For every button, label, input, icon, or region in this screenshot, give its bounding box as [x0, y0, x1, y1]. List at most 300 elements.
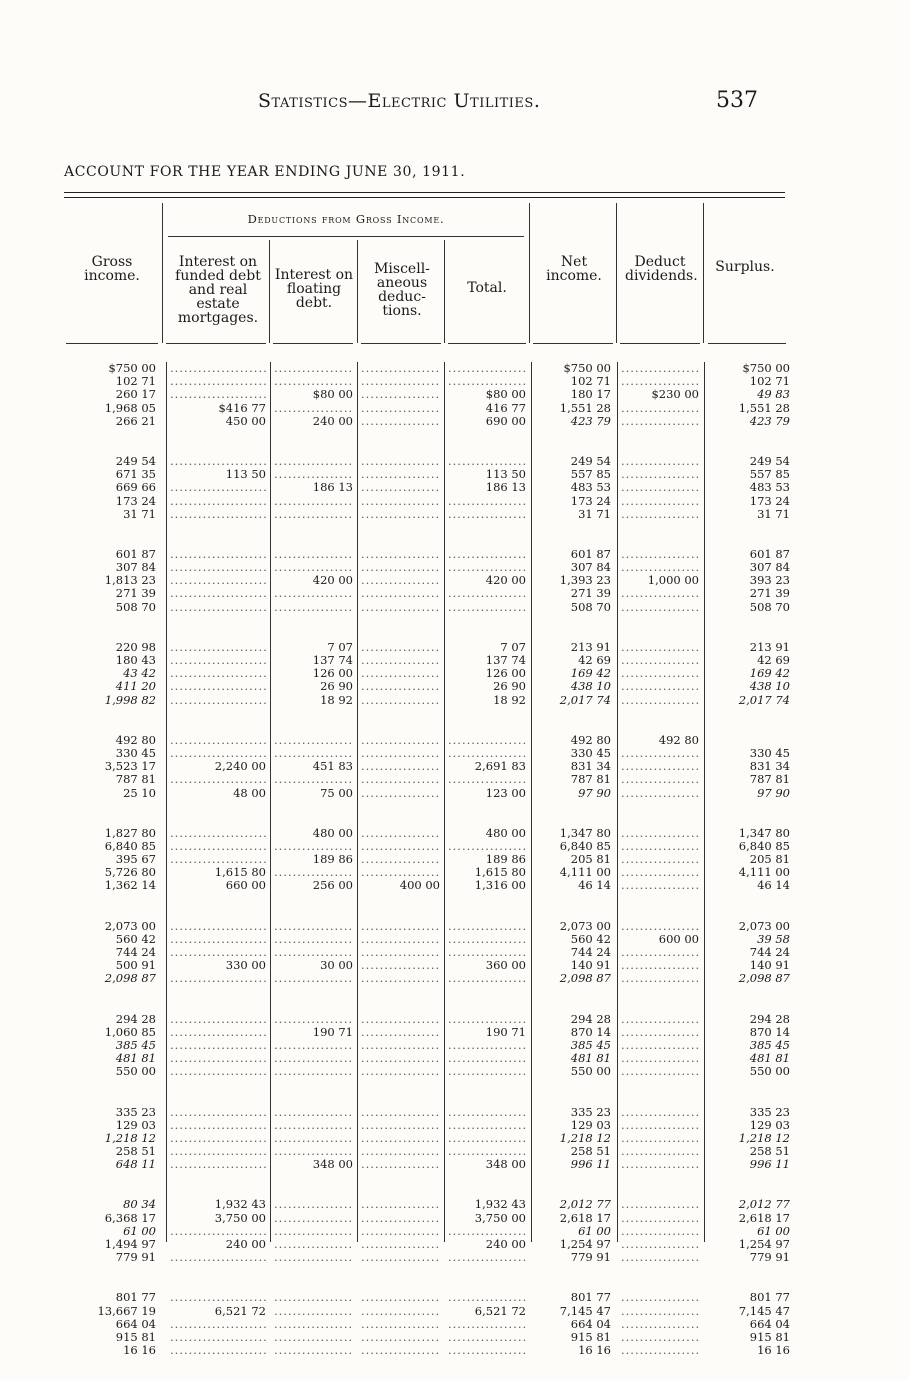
- surplus-cell: 6,840 85: [738, 838, 790, 853]
- header-interest-funded-debt: Interest on funded debt and real estate mortgages.: [175, 254, 261, 326]
- group-gap: [535, 1171, 611, 1198]
- table-caption: ACCOUNT FOR THE YEAR ENDING JUNE 30, 1911.: [64, 164, 466, 180]
- leader-dots: [361, 760, 440, 773]
- leader-dots: [170, 1158, 266, 1171]
- leader-dots: [621, 362, 699, 375]
- leader-dots: [361, 654, 440, 667]
- deductions-group-header: [165, 212, 527, 226]
- leader-dots: [621, 946, 699, 959]
- surplus-cell: 294 28: [749, 1011, 790, 1026]
- leader-dots: [361, 587, 440, 600]
- total-cell: 137 74: [485, 653, 526, 667]
- leader-dots: [621, 641, 699, 654]
- leader-dots: [274, 1318, 353, 1331]
- group-gap: [621, 1079, 699, 1106]
- leader-dots: [170, 1251, 266, 1264]
- gross-cell: 1,362 14: [104, 878, 156, 893]
- leader-dots: [274, 1225, 353, 1238]
- group-gap: [708, 1264, 790, 1291]
- gross-cell: 249 54: [115, 453, 156, 468]
- group-gap: [274, 986, 353, 1013]
- surplus-cell: 97 90: [757, 785, 790, 800]
- leader-dots: [170, 840, 266, 853]
- column-divider: [703, 203, 704, 343]
- surplus-cell: 140 91: [749, 958, 790, 973]
- floating-cell: 190 71: [312, 1024, 353, 1039]
- group-gap: [274, 1171, 353, 1198]
- gross-cell: 560 42: [115, 931, 156, 946]
- leader-dots: [448, 1052, 526, 1065]
- gross-cell: 6,840 85: [104, 838, 156, 853]
- gross-cell: 669 66: [115, 480, 156, 495]
- leader-dots: [361, 481, 440, 494]
- gross-cell: 492 80: [115, 732, 156, 747]
- surplus-cell: $750 00: [742, 361, 790, 375]
- total-cell: 416 77: [485, 400, 526, 415]
- leader-dots: [448, 1106, 526, 1119]
- leader-dots: [274, 1291, 353, 1304]
- column-divider: [531, 362, 532, 1242]
- group-gap: [448, 1171, 526, 1198]
- group-gap: [535, 521, 611, 548]
- leader-dots: [361, 495, 440, 508]
- leader-dots: [361, 375, 440, 388]
- surplus-cell: 16 16: [757, 1343, 790, 1358]
- surplus-cell: 1,218 12: [738, 1130, 790, 1145]
- leader-dots: [170, 574, 266, 587]
- total-cell: 189 86: [485, 852, 526, 867]
- net-cell: 492 80: [570, 732, 611, 747]
- net-cell: 7,145 47: [559, 1303, 611, 1318]
- total-cell: 1,316 00: [474, 878, 526, 893]
- net-cell: 423 79: [570, 413, 611, 428]
- leader-dots: [361, 388, 440, 401]
- leader-dots: [170, 508, 266, 521]
- leader-dots: [361, 1158, 440, 1171]
- total-cell: 18 92: [493, 692, 526, 707]
- leader-dots: [361, 1119, 440, 1132]
- leader-dots: [621, 548, 699, 561]
- leader-dots: [448, 773, 526, 786]
- leader-dots: [361, 1331, 440, 1344]
- surplus-cell: 483 53: [749, 480, 790, 495]
- funded-cell: 6,521 72: [214, 1303, 266, 1318]
- net-cell: 601 87: [570, 546, 611, 561]
- group-gap: [170, 800, 266, 827]
- leader-dots: [448, 495, 526, 508]
- total-cell: 186 13: [485, 480, 526, 495]
- group-gap: [170, 614, 266, 641]
- floating-cell: 75 00: [320, 785, 353, 800]
- group-gap: [621, 893, 699, 920]
- leader-dots: [621, 1026, 699, 1039]
- surplus-cell: 169 42: [749, 666, 790, 681]
- floating-cell: 348 00: [312, 1157, 353, 1172]
- group-gap: [66, 893, 156, 920]
- leader-dots: [274, 920, 353, 933]
- header-bottom-rule: [273, 343, 353, 344]
- top-rule: [64, 192, 785, 193]
- gross-cell: 173 24: [115, 493, 156, 508]
- leader-dots: [170, 362, 266, 375]
- gross-cell: 801 77: [115, 1290, 156, 1305]
- leader-dots: [170, 1013, 266, 1026]
- group-gap: [274, 428, 353, 455]
- gross-cell: 1,998 82: [104, 692, 156, 707]
- net-income-column: [535, 362, 611, 1357]
- group-gap: [170, 986, 266, 1013]
- leader-dots: [621, 1331, 699, 1344]
- group-gap: [274, 1079, 353, 1106]
- column-divider: [357, 240, 358, 343]
- total-cell: 240 00: [485, 1237, 526, 1251]
- group-gap: [361, 800, 440, 827]
- gross-cell: 16 16: [123, 1343, 156, 1358]
- net-cell: 560 42: [570, 931, 611, 946]
- gross-cell: 744 24: [115, 945, 156, 959]
- column-divider: [357, 362, 358, 1242]
- leader-dots: [448, 548, 526, 561]
- dividends-cell: 600 00: [658, 931, 699, 946]
- funded-cell: $416 77: [218, 400, 266, 415]
- gross-cell: 307 84: [115, 560, 156, 575]
- funded-cell: 2,240 00: [214, 759, 266, 774]
- group-gap: [448, 707, 526, 734]
- group-gap: [361, 1171, 440, 1198]
- leader-dots: [361, 920, 440, 933]
- net-cell: 508 70: [570, 599, 611, 614]
- net-cell: 801 77: [570, 1290, 611, 1305]
- net-cell: 97 90: [578, 785, 611, 800]
- header-total: Total.: [467, 280, 507, 296]
- net-cell: 550 00: [570, 1064, 611, 1079]
- header-interest-floating-debt: Interest on floating debt.: [274, 267, 354, 311]
- leader-dots: [170, 920, 266, 933]
- total-cell: $80 00: [485, 387, 526, 402]
- leader-dots: [621, 1013, 699, 1026]
- total-cell: 1,932 43: [474, 1197, 526, 1212]
- leader-dots: [621, 495, 699, 508]
- leader-dots: [170, 1291, 266, 1304]
- gross-cell: 779 91: [115, 1250, 156, 1265]
- group-gap: [535, 707, 611, 734]
- funded-cell: 450 00: [225, 413, 266, 428]
- floating-cell: 189 86: [312, 852, 353, 867]
- floating-cell: 480 00: [312, 825, 353, 840]
- leader-dots: [621, 587, 699, 600]
- header-bottom-rule: [620, 343, 700, 344]
- leader-dots: [274, 773, 353, 786]
- gross-cell: 787 81: [115, 772, 156, 787]
- surplus-cell: 4,111 00: [738, 865, 790, 880]
- column-divider: [444, 362, 445, 1242]
- leader-dots: [170, 641, 266, 654]
- leader-dots: [621, 827, 699, 840]
- group-gap: [708, 428, 790, 455]
- leader-dots: [621, 1291, 699, 1304]
- leader-dots: [274, 1052, 353, 1065]
- surplus-cell: 1,551 28: [738, 400, 790, 415]
- net-cell: 271 39: [570, 586, 611, 601]
- leader-dots: [361, 680, 440, 693]
- group-gap: [621, 1171, 699, 1198]
- group-gap: [170, 707, 266, 734]
- top-rule: [64, 197, 785, 198]
- leader-dots: [170, 667, 266, 680]
- deduct-dividends-column: [621, 362, 699, 1357]
- group-gap: [66, 1264, 156, 1291]
- leader-dots: [361, 840, 440, 853]
- leader-dots: [170, 654, 266, 667]
- gross-cell: 550 00: [115, 1064, 156, 1079]
- leader-dots: [170, 933, 266, 946]
- leader-dots: [361, 1065, 440, 1078]
- leader-dots: [361, 946, 440, 959]
- leader-dots: [621, 1344, 699, 1357]
- leader-dots: [274, 1132, 353, 1145]
- leader-dots: [621, 601, 699, 614]
- group-gap: [708, 707, 790, 734]
- group-gap: [66, 614, 156, 641]
- leader-dots: [274, 455, 353, 468]
- gross-cell: 3,523 17: [104, 759, 156, 774]
- leader-dots: [448, 933, 526, 946]
- surplus-cell: 307 84: [749, 560, 790, 575]
- net-cell: 787 81: [570, 772, 611, 787]
- leader-dots: [274, 508, 353, 521]
- total-cell: 6,521 72: [474, 1303, 526, 1318]
- gross-cell: 601 87: [115, 546, 156, 561]
- floating-cell: 126 00: [312, 666, 353, 681]
- group-gap: [535, 1264, 611, 1291]
- gross-cell: 102 71: [115, 374, 156, 389]
- leader-dots: [361, 1225, 440, 1238]
- leader-dots: [274, 1013, 353, 1026]
- net-cell: 1,347 80: [559, 825, 611, 840]
- surplus-cell: 46 14: [757, 878, 790, 893]
- net-cell: 258 51: [570, 1144, 611, 1159]
- group-gap: [621, 521, 699, 548]
- group-gap: [66, 1171, 156, 1198]
- column-divider: [704, 362, 705, 1242]
- total-cell: 3,750 00: [474, 1210, 526, 1225]
- leader-dots: [170, 495, 266, 508]
- leader-dots: [621, 1212, 699, 1225]
- leader-dots: [361, 1291, 440, 1304]
- gross-cell: $750 00: [108, 361, 156, 375]
- group-gap: [708, 614, 790, 641]
- group-gap: [535, 800, 611, 827]
- leader-dots: [448, 1318, 526, 1331]
- gross-cell: 2,098 87: [104, 971, 156, 986]
- leader-dots: [361, 787, 440, 800]
- running-title-text: Statistics—Electric Utilities.: [258, 90, 541, 112]
- group-gap: [170, 893, 266, 920]
- total-cell: 2,691 83: [474, 759, 526, 774]
- net-cell: 42 69: [578, 653, 611, 667]
- surplus-cell: 664 04: [749, 1316, 790, 1331]
- dividends-cell: $230 00: [651, 387, 699, 402]
- leader-dots: [621, 879, 699, 892]
- group-gap: [621, 986, 699, 1013]
- net-cell: 294 28: [570, 1011, 611, 1026]
- header-bottom-rule: [448, 343, 526, 344]
- gross-cell: 508 70: [115, 599, 156, 614]
- net-cell: 330 45: [570, 745, 611, 760]
- leader-dots: [361, 641, 440, 654]
- surplus-cell: 550 00: [749, 1064, 790, 1079]
- leader-dots: [274, 1039, 353, 1052]
- leader-dots: [448, 1291, 526, 1304]
- group-gap: [66, 1079, 156, 1106]
- leader-dots: [621, 481, 699, 494]
- leader-dots: [621, 680, 699, 693]
- leader-dots: [170, 1026, 266, 1039]
- leader-dots: [361, 853, 440, 866]
- floating-cell: 137 74: [312, 653, 353, 667]
- net-cell: 46 14: [578, 878, 611, 893]
- gross-cell: 61 00: [123, 1223, 156, 1238]
- leader-dots: [361, 415, 440, 428]
- surplus-cell: 779 91: [749, 1250, 790, 1265]
- column-divider: [162, 203, 163, 343]
- leader-dots: [621, 840, 699, 853]
- gross-cell: 671 35: [115, 467, 156, 482]
- leader-dots: [361, 1145, 440, 1158]
- group-gap: [274, 707, 353, 734]
- leader-dots: [170, 1318, 266, 1331]
- leader-dots: [170, 694, 266, 707]
- dividends-cell: 492 80: [658, 732, 699, 747]
- group-gap: [448, 1079, 526, 1106]
- leader-dots: [621, 787, 699, 800]
- gross-cell: 330 45: [115, 745, 156, 760]
- leader-dots: [621, 773, 699, 786]
- leader-dots: [361, 1039, 440, 1052]
- floating-cell: 256 00: [312, 878, 353, 893]
- leader-dots: [448, 1119, 526, 1132]
- leader-dots: [274, 734, 353, 747]
- gross-cell: 2,073 00: [104, 918, 156, 933]
- leader-dots: [170, 1145, 266, 1158]
- leader-dots: [274, 1344, 353, 1357]
- floating-cell: 26 90: [320, 679, 353, 694]
- leader-dots: [448, 601, 526, 614]
- surplus-cell: 744 24: [749, 945, 790, 959]
- group-gap: [170, 521, 266, 548]
- header-bottom-rule: [708, 343, 786, 344]
- total-cell: 26 90: [493, 679, 526, 694]
- interest-funded-debt-column: [170, 362, 266, 1357]
- leader-dots: [274, 587, 353, 600]
- gross-cell: 6,368 17: [104, 1210, 156, 1225]
- surplus-cell: 2,017 74: [738, 692, 790, 707]
- net-cell: 915 81: [570, 1329, 611, 1344]
- floating-cell: 420 00: [312, 573, 353, 588]
- leader-dots: [448, 362, 526, 375]
- leader-dots: [274, 972, 353, 985]
- leader-dots: [621, 1145, 699, 1158]
- group-gap: [170, 428, 266, 455]
- header-deduct-dividends: Deduct dividends.: [625, 254, 698, 284]
- leader-dots: [621, 959, 699, 972]
- group-gap: [621, 800, 699, 827]
- floating-cell: 30 00: [320, 958, 353, 973]
- leader-dots: [274, 1251, 353, 1264]
- group-gap: [535, 614, 611, 641]
- group-gap: [361, 521, 440, 548]
- leader-dots: [448, 1344, 526, 1357]
- leader-dots: [361, 455, 440, 468]
- group-gap: [170, 1264, 266, 1291]
- net-cell: 129 03: [570, 1117, 611, 1132]
- total-cell: 190 71: [485, 1024, 526, 1039]
- net-cell: 16 16: [578, 1343, 611, 1358]
- funded-cell: 660 00: [225, 878, 266, 893]
- net-cell: 2,073 00: [559, 918, 611, 933]
- leader-dots: [274, 548, 353, 561]
- surplus-cell: 205 81: [749, 852, 790, 867]
- surplus-cell: 39 58: [757, 931, 790, 946]
- leader-dots: [274, 1331, 353, 1344]
- total-cell: 7 07: [500, 639, 526, 654]
- header-bottom-rule: [361, 343, 441, 344]
- gross-cell: 129 03: [115, 1117, 156, 1132]
- leader-dots: [621, 1065, 699, 1078]
- group-gap: [535, 893, 611, 920]
- leader-dots: [170, 972, 266, 985]
- leader-dots: [448, 920, 526, 933]
- group-gap: [274, 893, 353, 920]
- header-bottom-rule: [533, 343, 613, 344]
- gross-cell: 335 23: [115, 1104, 156, 1119]
- group-gap: [535, 986, 611, 1013]
- gross-cell: 180 43: [115, 653, 156, 667]
- header-bottom-rule: [166, 343, 266, 344]
- leader-dots: [361, 1251, 440, 1264]
- gross-cell: 25 10: [123, 785, 156, 800]
- floating-cell: 7 07: [327, 639, 353, 654]
- leader-dots: [621, 667, 699, 680]
- net-cell: 249 54: [570, 453, 611, 468]
- leader-dots: [170, 1052, 266, 1065]
- leader-dots: [621, 1198, 699, 1211]
- page-number: 537: [716, 88, 758, 113]
- leader-dots: [361, 1106, 440, 1119]
- surplus-cell: 915 81: [749, 1329, 790, 1344]
- miscellaneous-deductions-column: [361, 362, 440, 1357]
- gross-cell: 481 81: [115, 1051, 156, 1066]
- leader-dots: [448, 1013, 526, 1026]
- gross-cell: 13,667 19: [97, 1303, 156, 1318]
- leader-dots: [361, 601, 440, 614]
- group-gap: [448, 521, 526, 548]
- leader-dots: [621, 1318, 699, 1331]
- floating-cell: 18 92: [320, 692, 353, 707]
- leader-dots: [361, 362, 440, 375]
- floating-cell: 186 13: [312, 480, 353, 495]
- group-gap: [361, 1079, 440, 1106]
- group-gap: [170, 1171, 266, 1198]
- leader-dots: [361, 1318, 440, 1331]
- surplus-cell: 330 45: [749, 745, 790, 760]
- surplus-cell: 335 23: [749, 1104, 790, 1119]
- net-cell: 1,551 28: [559, 400, 611, 415]
- leader-dots: [274, 495, 353, 508]
- surplus-cell: [708, 734, 790, 747]
- gross-cell: 31 71: [123, 506, 156, 521]
- surplus-cell: 7,145 47: [738, 1303, 790, 1318]
